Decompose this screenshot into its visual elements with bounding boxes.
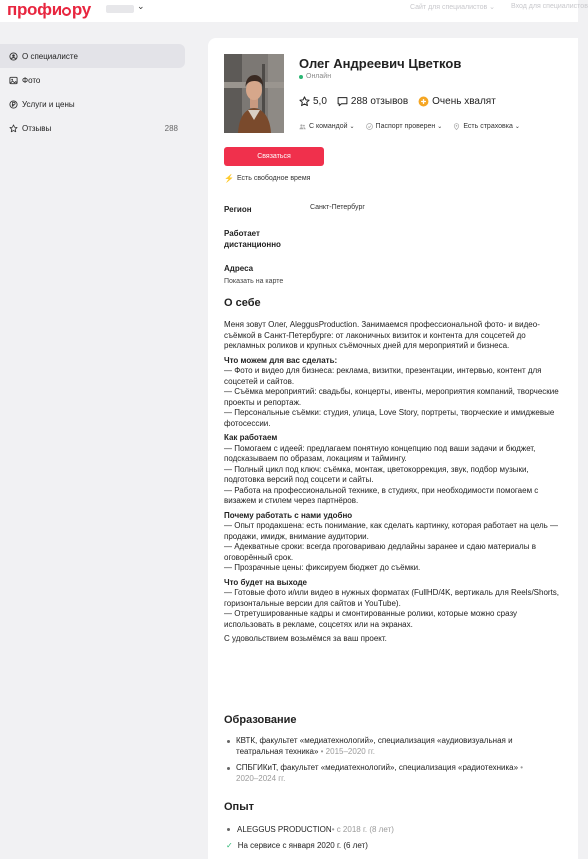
logo-circle-icon — [62, 7, 71, 16]
lightning-icon: ⚡ — [224, 174, 234, 183]
company-name: ALEGGUS PRODUCTION — [237, 825, 332, 834]
about-line: — Опыт продакшена: есть понимание, как сделать картинку, которая работает на цель — продажи, имидж, внимание аудитории. — [224, 521, 559, 541]
about-line: — Адекватные сроки: всегда проговариваю дедлайны заранее и сдаю материалы в оговорённый срок. — [224, 542, 536, 562]
address-label: Адреса — [224, 264, 254, 273]
bullet-icon — [227, 828, 230, 831]
company-since: • с 2018 г. (8 лет) — [331, 825, 394, 834]
reviews-count-text: 288 отзывов — [350, 96, 409, 107]
top-bar — [0, 0, 588, 22]
about-line: — Персональные съёмки: студия, улица, Love Story, портреты, творческие и имиджевые фотосессии. — [224, 408, 555, 428]
chevron-down-icon: ⌄ — [437, 124, 443, 130]
education-years: • 2020–2024 гг. — [236, 763, 524, 783]
location-selector[interactable] — [106, 5, 134, 13]
region-label: Регион — [224, 205, 252, 214]
specialist-login-link[interactable]: Вход для специалистов — [511, 3, 588, 10]
contact-button[interactable]: Связаться — [224, 147, 324, 166]
sidebar-item-label: Услуги и цены — [22, 99, 75, 109]
badge-team[interactable] — [299, 123, 355, 130]
about-line: — Полный цикл под ключ: съёмка, монтаж, цветокоррекция, звук, подбор музыки, подготовка версий под соцсети и сайты. — [224, 464, 529, 484]
specialist-name: Олег Андреевич Цветков — [299, 56, 462, 71]
price-icon — [8, 99, 18, 109]
reviews-link[interactable] — [337, 96, 408, 107]
grade[interactable] — [418, 96, 496, 107]
sidebar-item-photo[interactable] — [0, 68, 190, 92]
check-icon: ✓ — [226, 841, 233, 850]
avatar[interactable] — [224, 54, 284, 133]
list-item — [226, 763, 546, 784]
plus-medal-icon — [418, 96, 429, 107]
online-status — [299, 73, 331, 80]
list-item — [226, 841, 368, 850]
about-title: О себе — [224, 297, 261, 309]
about-line: — Прозрачные цены: фиксируем бюджет до съёмки. — [224, 563, 421, 572]
logo-text: профи — [7, 0, 62, 19]
about-line: — Отретушированные кадры и смонтированные ролики, которые можно сразу использовать в рекламе, соцсетях или на экранах. — [224, 609, 518, 629]
about-subheading: Как работаем — [224, 433, 278, 442]
location-pin-icon — [453, 123, 460, 130]
education-text: КВТК, факультет «медиатехнологий», специализация «аудиовизуальная и театральная техника» — [236, 736, 513, 756]
logo[interactable] — [7, 1, 91, 19]
person-icon — [8, 51, 18, 61]
service-since: На сервисе с января 2020 г. (6 лет) — [237, 841, 368, 850]
sidebar — [0, 44, 190, 140]
chat-bubble-icon — [337, 96, 348, 107]
chevron-down-icon[interactable]: ⌄ — [137, 1, 145, 11]
about-line: — Готовые фото и/или видео в нужных форматах (FullHD/4K, вертикаль для Reels/Shorts, горизонтальные версии для сайтов и YouTube). — [224, 588, 560, 608]
verification-badges — [299, 123, 531, 130]
about-line: — Работа на профессиональной технике, в студиях, при необходимости помогаем с визажем и стилем через партнёров. — [224, 485, 539, 505]
verified-check-icon — [366, 123, 373, 130]
sidebar-item-services[interactable] — [0, 92, 190, 116]
about-subheading: Почему работать с нами удобно — [224, 510, 353, 520]
list-item — [226, 825, 394, 834]
sidebar-item-label: Отзывы — [22, 123, 52, 133]
about-section — [224, 511, 564, 574]
about-section — [224, 578, 564, 631]
free-time-note — [224, 174, 310, 183]
region-value: Санкт-Петербург — [310, 204, 365, 211]
team-icon — [299, 123, 306, 130]
star-icon — [8, 123, 18, 133]
badge-passport[interactable] — [366, 123, 443, 130]
grade-text: Очень хвалят — [432, 96, 496, 107]
free-time-text: Есть свободное время — [236, 175, 311, 182]
reviews-count: 288 — [164, 123, 178, 133]
online-dot-icon — [299, 75, 303, 79]
badge-label: Есть страховка — [463, 123, 513, 130]
experience-title: Опыт — [224, 801, 254, 813]
about-intro: Меня зовут Олег, AleggusProduction. Занимаемся профессиональной фото- и видео-съёмкой в Санкт-Петербурге: от лаконичных визиток и контента для соцсетей до рекламных роликов и крупных съёмочных дней для мероприятий и бизнеса. — [224, 320, 540, 350]
logo-ru: ру — [71, 0, 91, 19]
chevron-down-icon: ⌄ — [349, 124, 355, 130]
list-item — [226, 736, 546, 757]
about-line: — Помогаем с идеей: предлагаем понятную концепцию под ваши задачи и бюджет, подсказываем по образам, локациям и таймингу. — [224, 443, 536, 463]
about-line: — Съёмка мероприятий: свадьбы, концерты, ивенты, мероприятия компаний, творческие проекты и репортаж. — [224, 387, 559, 407]
about-section — [224, 356, 564, 430]
education-text: СПБГИКиТ, факультет «медиатехнологий», специализация «радиотехника» — [236, 763, 519, 772]
education-list — [226, 736, 546, 790]
star-outline-icon — [299, 96, 310, 107]
rating-stats — [299, 96, 506, 107]
rating-value: 5,0 — [313, 96, 327, 107]
online-status-text: Онлайн — [306, 73, 332, 80]
education-years: • 2015–2020 гг. — [318, 746, 376, 756]
sidebar-item-reviews[interactable] — [0, 116, 190, 140]
education-title: Образование — [224, 714, 297, 726]
profile-card — [208, 38, 578, 859]
for-specialists-link[interactable]: Сайт для специалистов ⌄ — [410, 4, 496, 11]
about-section — [224, 433, 564, 507]
about-subheading: Что можем для вас сделать: — [224, 355, 338, 365]
badge-insurance[interactable] — [453, 123, 520, 130]
rating[interactable] — [299, 96, 327, 107]
sidebar-item-label: Фото — [22, 75, 41, 85]
badge-label: С командой — [309, 123, 348, 130]
photo-icon — [8, 75, 18, 85]
badge-label: Паспорт проверен — [375, 123, 436, 130]
chevron-down-icon: ⌄ — [514, 124, 520, 130]
about-line: — Фото и видео для бизнеса: реклама, визитки, презентации, интервью, контент для соцсетей и сайтов. — [224, 366, 542, 386]
remote-label: Работает дистанционно — [224, 229, 281, 249]
show-on-map-link[interactable]: Показать на карте — [224, 278, 284, 285]
about-text — [224, 320, 564, 649]
sidebar-item-about[interactable] — [0, 44, 185, 68]
about-outro: С удовольствием возьмёмся за ваш проект. — [224, 634, 387, 643]
sidebar-item-label: О специалисте — [22, 51, 78, 61]
about-subheading: Что будет на выходе — [224, 577, 308, 587]
